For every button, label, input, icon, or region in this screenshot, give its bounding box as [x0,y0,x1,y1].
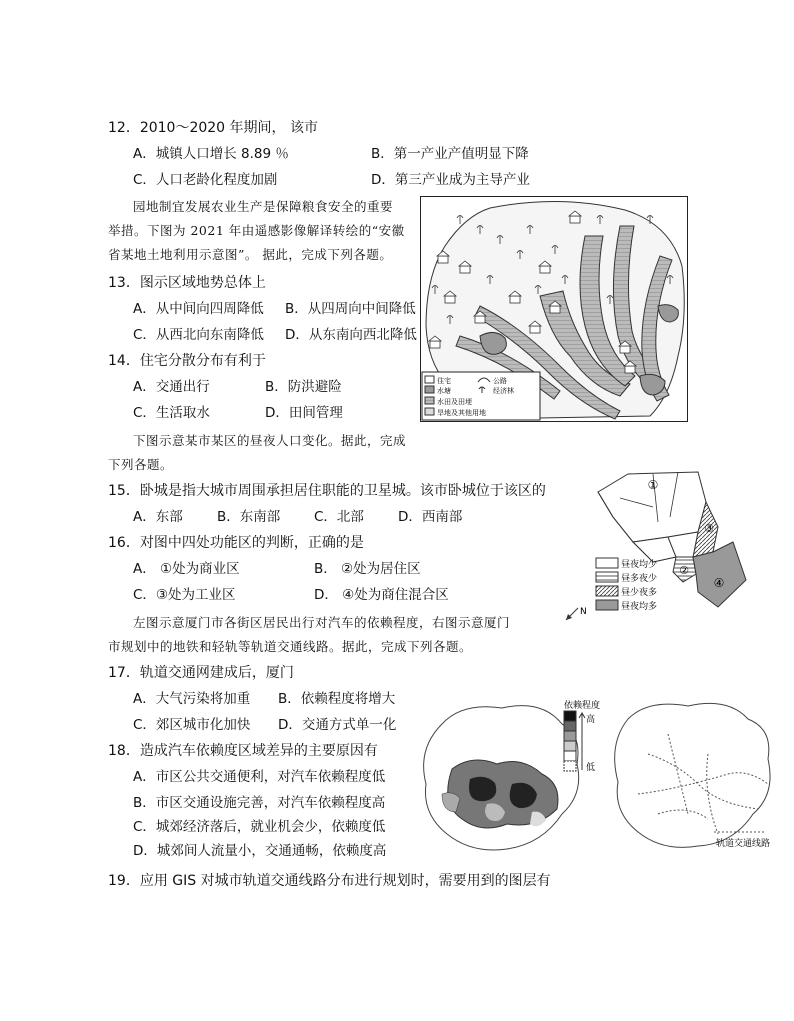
q13-option-b: B．从四周向中间降低 [285,301,416,317]
q17-option-a: A．大气污染将加重 [133,691,251,707]
legend-pond-label: 水塘 [437,387,451,395]
legend-item-2: 昼多夜少 [621,574,658,584]
intro3-line2: 市规划中的地铁和轻轨等轨道交通线路。据此，完成下列各题。 [108,639,473,654]
legend-house-label: 住宅 [437,377,451,385]
legend-forest-label: 经济林 [493,387,514,395]
q13-option-a: A．从中间向四周降低 [133,301,264,317]
q15-option-c: C．北部 [314,509,364,525]
scale-high-label: 高 [586,715,596,725]
scale-low-label: 低 [586,763,596,773]
q18-stem: 18．造成汽车依赖度区域差异的主要原因有 [108,743,378,759]
intro1-line1: 园地制宜发展农业生产是保障粮食安全的重要 [133,199,394,214]
q13-stem: 13．图示区域地势总体上 [108,275,266,291]
intro1-line3: 省某地土地利用示意图”。 据此，完成下列各题。 [108,247,393,262]
q14-stem: 14．住宅分散分布有利于 [108,353,266,369]
q14-option-d: D．田间管理 [265,405,343,421]
intro3-line1: 左图示意厦门市各街区居民出行对汽车的依赖程度，右图示意厦门 [133,615,511,630]
land-use-map [420,196,688,422]
q18-option-a: A．市区公共交通便利，对汽车依赖程度低 [133,769,386,785]
legend-item-3: 昼少夜多 [621,588,658,598]
q15-option-a: A．东部 [133,509,183,525]
legend-road-label: 公路 [493,377,507,385]
q12-option-a: A．城镇人口增长 8.89 ％ [133,146,289,162]
q18-option-d: D．城郊间人流量小，交通通畅，依赖度高 [133,843,387,859]
zone-4-label: ④ [713,576,725,590]
q16-option-c: C．③处为工业区 [133,587,236,603]
zone-3-label: ③ [704,522,714,535]
q13-option-c: C．从西北向东南降低 [133,327,264,343]
q15-option-d: D．西南部 [398,509,463,525]
q15-stem: 15．卧城是指大城市周围承担居住职能的卫星城。该市卧城位于该区的 [108,483,546,499]
q12-option-d: D．第三产业成为主导产业 [371,172,530,188]
q16-option-d: D． ④处为商住混合区 [314,587,449,603]
legend-item-1: 昼夜均少 [621,560,658,570]
q17-stem: 17．轨道交通网建成后，厦门 [108,665,294,681]
q16-stem: 16．对图中四处功能区的判断，正确的是 [108,535,364,551]
intro2-line2: 下列各题。 [108,457,174,472]
q12-stem: 12．2010～2020 年期间， 该市 [108,120,318,136]
q12-option-b: B．第一产业产值明显下降 [371,146,529,162]
q14-option-a: A．交通出行 [133,379,210,395]
day-night-population-map [558,462,758,624]
q19-stem: 19．应用 GIS 对城市轨道交通线路分布进行规划时，需要用到的图层有 [108,873,551,889]
legend-dry-label: 旱地及其他用地 [437,409,486,417]
q12-option-c: C．人口老龄化程度加剧 [133,172,278,188]
intro2-line1: 下图示意某市某区的昼夜人口变化。据此，完成 [133,433,407,448]
q18-option-c: C．城郊经济落后，就业机会少，依赖度低 [133,819,386,835]
q16-option-b: B． ②处为居住区 [314,561,421,577]
legend-paddy-label: 水田及田埂 [437,398,472,406]
car-dependence-map [412,694,612,864]
intro1-line2: 举措。下图为 2021 年由遥感影像解译转绘的“安徽 [108,223,405,238]
zone-1-label: ① [647,478,659,492]
north-arrow-icon [566,608,578,620]
q18-option-b: B．市区交通设施完善，对汽车依赖程度高 [133,795,386,811]
q17-option-d: D．交通方式单一化 [278,717,397,733]
dependence-scale-title: 依赖程度 [564,701,601,711]
rail-legend-label: 轨道交通线路 [716,839,771,849]
rail-transit-map [608,694,794,864]
q13-option-d: D．从东南向西北降低 [285,327,417,343]
q15-option-b: B．东南部 [217,509,281,525]
q14-option-c: C．生活取水 [133,405,210,421]
zone-2-label: ② [679,564,689,577]
q14-option-b: B．防洪避险 [265,379,342,395]
q17-option-c: C．郊区城市化加快 [133,717,251,733]
q16-option-a: A． ①处为商业区 [133,561,240,577]
north-label: N [580,607,587,617]
q17-option-b: B．依赖程度将增大 [278,691,396,707]
legend-item-4: 昼夜均多 [621,602,658,612]
